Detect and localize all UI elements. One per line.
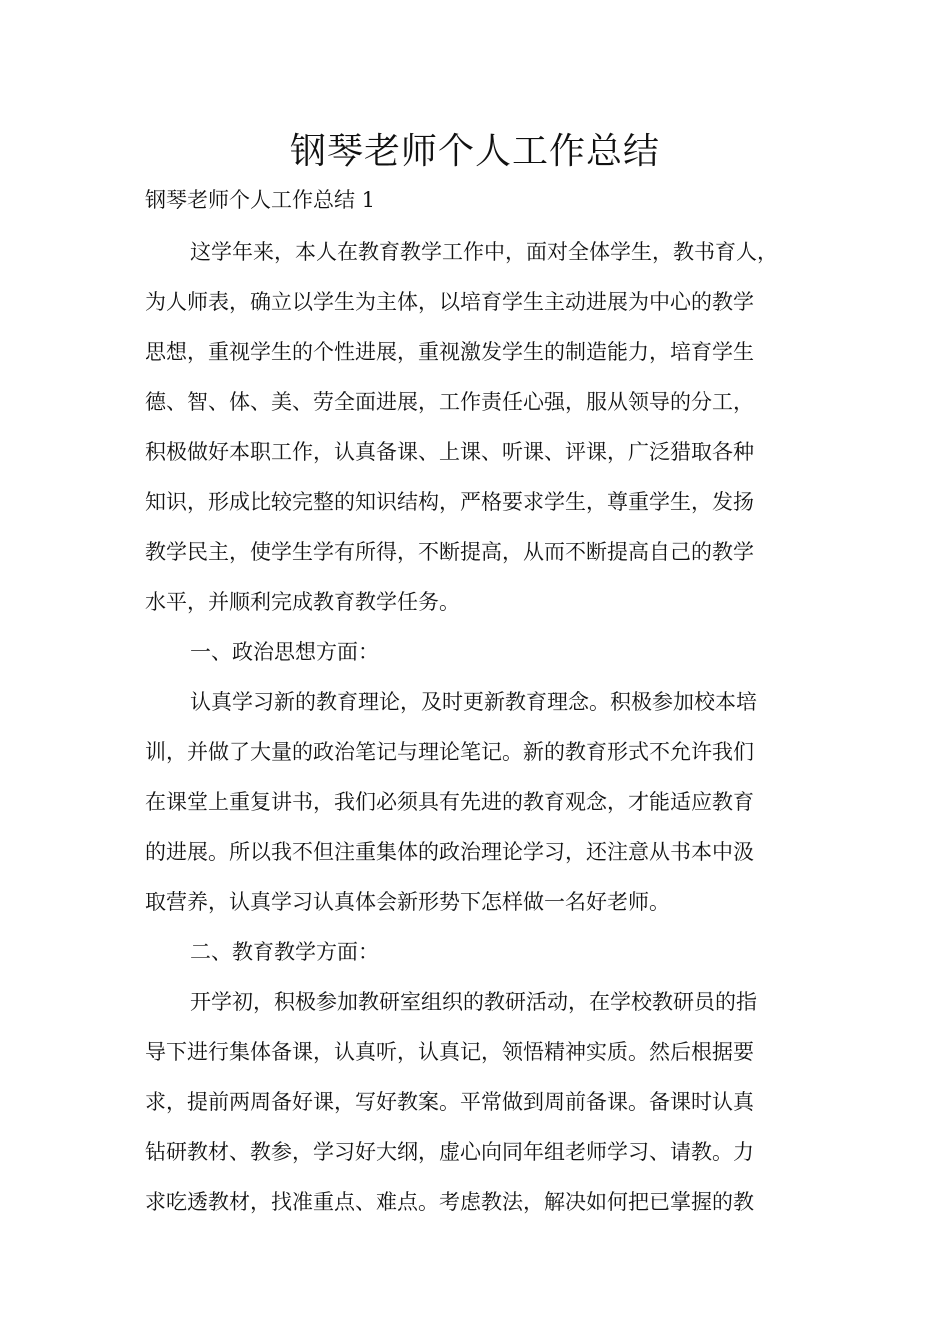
text-line: 德、智、体、美、劳全面进展，工作责任心强，服从领导的分工，: [145, 390, 754, 414]
text-line: 训，并做了大量的政治笔记与理论笔记。新的教育形式不允许我们: [145, 740, 754, 764]
section-heading: 二、教育教学方面：: [190, 940, 379, 964]
text-line: 思想，重视学生的个性进展，重视激发学生的制造能力，培育学生: [145, 340, 754, 364]
document-subtitle: 钢琴老师个人工作总结 1: [145, 188, 376, 212]
text-line: 导下进行集体备课，认真听，认真记，领悟精神实质。然后根据要: [145, 1040, 754, 1064]
text-line: 认真学习新的教育理论，及时更新教育理念。积极参加校本培: [190, 690, 757, 714]
text-line: 积极做好本职工作，认真备课、上课、听课、评课，广泛猎取各种: [145, 440, 754, 464]
text-line: 教学民主，使学生学有所得，不断提高，从而不断提高自己的教学: [145, 540, 754, 564]
text-line: 求，提前两周备好课，写好教案。平常做到周前备课。备课时认真: [145, 1090, 754, 1114]
document-title: 钢琴老师个人工作总结: [289, 131, 660, 172]
text-line: 钻研教材、教参，学习好大纲，虚心向同年组老师学习、请教。力: [145, 1140, 754, 1164]
text-line: 的进展。所以我不但注重集体的政治理论学习，还注意从书本中汲: [145, 840, 754, 864]
text-line: 水平，并顺利完成教育教学任务。: [145, 590, 460, 614]
text-line: 开学初，积极参加教研室组织的教研活动，在学校教研员的指: [190, 990, 757, 1014]
text-line: 为人师表，确立以学生为主体，以培育学生主动进展为中心的教学: [145, 290, 754, 314]
text-line: 知识，形成比较完整的知识结构，严格要求学生，尊重学生，发扬: [145, 490, 754, 514]
text-line: 这学年来，本人在教育教学工作中，面对全体学生，教书育人，: [190, 240, 778, 264]
text-line: 在课堂上重复讲书，我们必须具有先进的教育观念，才能适应教育: [145, 790, 754, 814]
section-heading: 一、政治思想方面：: [190, 640, 379, 664]
text-line: 取营养，认真学习认真体会新形势下怎样做一名好老师。: [145, 890, 670, 914]
text-line: 求吃透教材，找准重点、难点。考虑教法，解决如何把已掌握的教: [145, 1190, 754, 1214]
